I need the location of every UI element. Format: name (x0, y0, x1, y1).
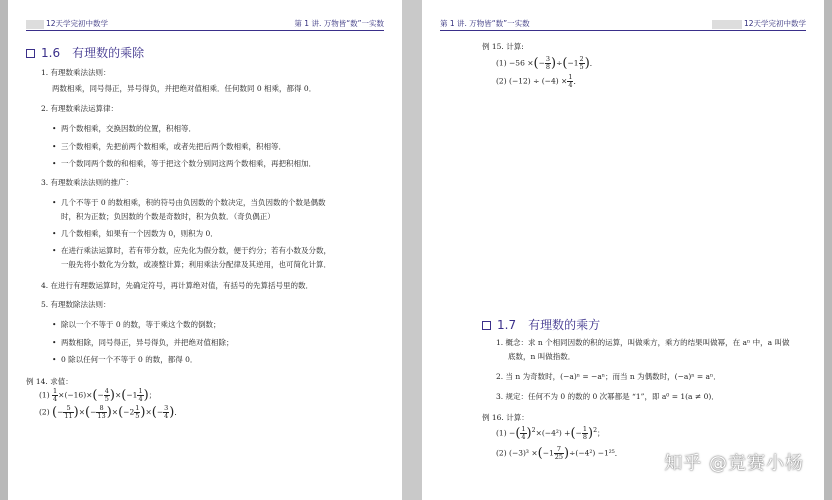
header-right-text: 第 1 讲. 万物皆“数”一实数 (294, 19, 384, 28)
formula-label: (1) (496, 428, 507, 438)
list-item: • 0 除以任何一个不等于 0 的数，都得 0． (61, 355, 197, 365)
page-header (440, 16, 806, 31)
fraction: $\frac{5}{11}$ (64, 404, 73, 420)
example-title: 例 14. 求值： (26, 377, 73, 386)
example-formula-1: (1) $\frac{1}{4}$ ×(−16)×(− $\frac{4}{5}$ )×(−1 $\frac{1}{4}$ )； (39, 387, 157, 403)
checkbox-square-icon (26, 49, 35, 58)
item-5: 5. 有理数除法法则： (41, 300, 111, 309)
example-title: 例 15. 计算: (482, 42, 524, 51)
header-left-text: 12天学完初中数学 (46, 19, 109, 28)
list-item: • 一个数同两个数的和相乘，等于把这个数分别同这两个数相乘，再把积相加． (61, 159, 316, 169)
blurred-label (26, 20, 44, 29)
example-formula-2: (2) (− $\frac{5}{11}$ )×(− $\frac{8}{13}$ )×(−2 $\frac{1}{5}$ )×(− $\frac{3}{4}$ )． (39, 404, 182, 420)
paragraph-1: 1. 概念：求 n 个相同因数的积的运算，叫做乘方，乘方的结果叫做幂，在 aⁿ 中，a 叫做 (496, 338, 790, 347)
fraction: $\frac{1}{4}$ (138, 387, 143, 403)
formula-end: ； (148, 390, 157, 400)
fraction: $\frac{8}{13}$ (97, 404, 106, 420)
formula-label: (1) (496, 58, 507, 68)
list-item: • 三个数相乘，先把前两个数相乘，或者先把后两个数相乘，积相等． (61, 142, 286, 152)
header-right-text: 12天学完初中数学 (743, 19, 806, 28)
formula-label: (2) (496, 76, 507, 86)
section-number: 1.7 (497, 318, 517, 332)
fraction: $\frac{1}{8}$ (582, 425, 587, 441)
fraction: $\frac{3}{8}$ (545, 55, 551, 71)
formula-end: ； (597, 428, 605, 438)
list-item: • 两个数相乘，交换因数的位置，积相等． (61, 124, 196, 134)
blurred-label (712, 20, 742, 29)
formula-end: ． (573, 76, 581, 86)
fraction: $\frac{2}{5}$ (579, 55, 584, 71)
example-formula-1: (1) −( $\frac{1}{4}$ )$^2$×(−4²) +(− $\frac{1}{8}$ )$^2$； (496, 425, 605, 441)
list-item: • 除以一个不等于 0 的数，等于乘这个数的倒数； (61, 320, 221, 330)
fraction: $\frac{7}{25}$ (554, 445, 564, 461)
formula-text: − (509, 428, 516, 438)
paragraph-2: 2. 当 n 为奇数时，(−a)ⁿ = −aⁿ；而当 n 为偶数时，(−a)ⁿ = aⁿ． (496, 372, 721, 381)
formula-text: ×(−4²) + (535, 428, 571, 438)
formula-label: (2) (496, 448, 507, 458)
list-item-cont: 时，积为正数；负因数的个数是奇数时，积为负数．（奇负偶正） (61, 212, 275, 221)
item-3: 3. 有理数乘法法则的推广： (41, 178, 134, 187)
section-number: 1.6 (41, 46, 61, 60)
example-formula-2: (2) (−3)³ ×(−1 $\frac{7}{25}$ )÷(−4²) −1²⁵． (496, 445, 623, 461)
page-header (26, 16, 384, 31)
header-left-text: 第 1 讲. 万物皆“数”一实数 (440, 19, 530, 28)
formula-text: (−3)³ × (509, 448, 538, 458)
example-formula-2 (496, 74, 581, 89)
section-heading: 有理数的乘方 (528, 318, 601, 332)
formula-text: −56 × (509, 58, 534, 68)
section-title (482, 316, 600, 333)
item-1: 1. 有理数乘法法则： (41, 68, 111, 77)
formula-text: × (115, 390, 122, 400)
right-page (422, 0, 824, 500)
formula-label: (2) (39, 407, 50, 417)
fraction: $\frac{1}{4}$ (521, 425, 526, 441)
fraction: $\frac{3}{4}$ (164, 404, 169, 420)
paragraph-1-cont: 底数，n 叫做指数． (508, 352, 576, 361)
list-item-cont: 一般先将小数化为分数，或凑整计算；利用乘法分配律及其逆用，也可简化计算． (61, 260, 331, 269)
checkbox-square-icon (482, 321, 491, 330)
formula-end: ． (589, 58, 598, 68)
fraction: $\frac{1}{4}$ (568, 73, 573, 89)
section-title (26, 44, 144, 61)
formula-text: ÷(−4²) −1²⁵． (569, 448, 623, 458)
list-item: • 几个不等于 0 的数相乘，积的符号由负因数的个数决定，当负因数的个数是偶数 (61, 198, 326, 208)
watermark: 知乎 @竞赛小杨 (664, 453, 804, 474)
formula-text: ×(−16)× (58, 390, 93, 400)
formula-text: (−12) ÷ (−4) × (509, 76, 568, 86)
paragraph-3: 3. 规定：任何不为 0 的数的 0 次幂都是 “1”，即 a⁰ = 1(a ≠ 0)． (496, 392, 719, 401)
formula-text: ÷ (556, 58, 563, 68)
section-heading: 有理数的乘除 (72, 46, 145, 60)
item-2: 2. 有理数乘法运算律： (41, 104, 119, 113)
list-item: • 几个数相乘，如果有一个因数为 0，则积为 0． (61, 229, 218, 239)
page-gap (402, 0, 422, 500)
fraction: $\frac{1}{5}$ (135, 404, 140, 420)
item-4: 4. 在进行有理数运算时，先确定符号，再计算绝对值，有括号的先算括号里的数． (41, 281, 314, 290)
example-formula-1: (1) −56 ×(− $\frac{3}{8}$ )÷(−1 $\frac{2}{5}$ )． (496, 55, 598, 71)
formula-end: ． (174, 407, 182, 417)
fraction: $\frac{1}{4}$ (53, 387, 58, 403)
item-1-text: 两数相乘，同号得正，异号得负，并把绝对值相乘．任何数同 0 相乘，都得 0． (52, 84, 317, 93)
list-item: • 在进行乘法运算时，若有带分数，应先化为假分数，便于约分；若有小数及分数， (61, 246, 331, 256)
example-title: 例 16. 计算： (482, 413, 529, 422)
list-item: • 两数相除，同号得正，异号得负，并把绝对值相除； (61, 338, 234, 348)
left-page (8, 0, 402, 500)
fraction: $\frac{4}{5}$ (104, 387, 109, 403)
formula-label: (1) (39, 390, 50, 400)
